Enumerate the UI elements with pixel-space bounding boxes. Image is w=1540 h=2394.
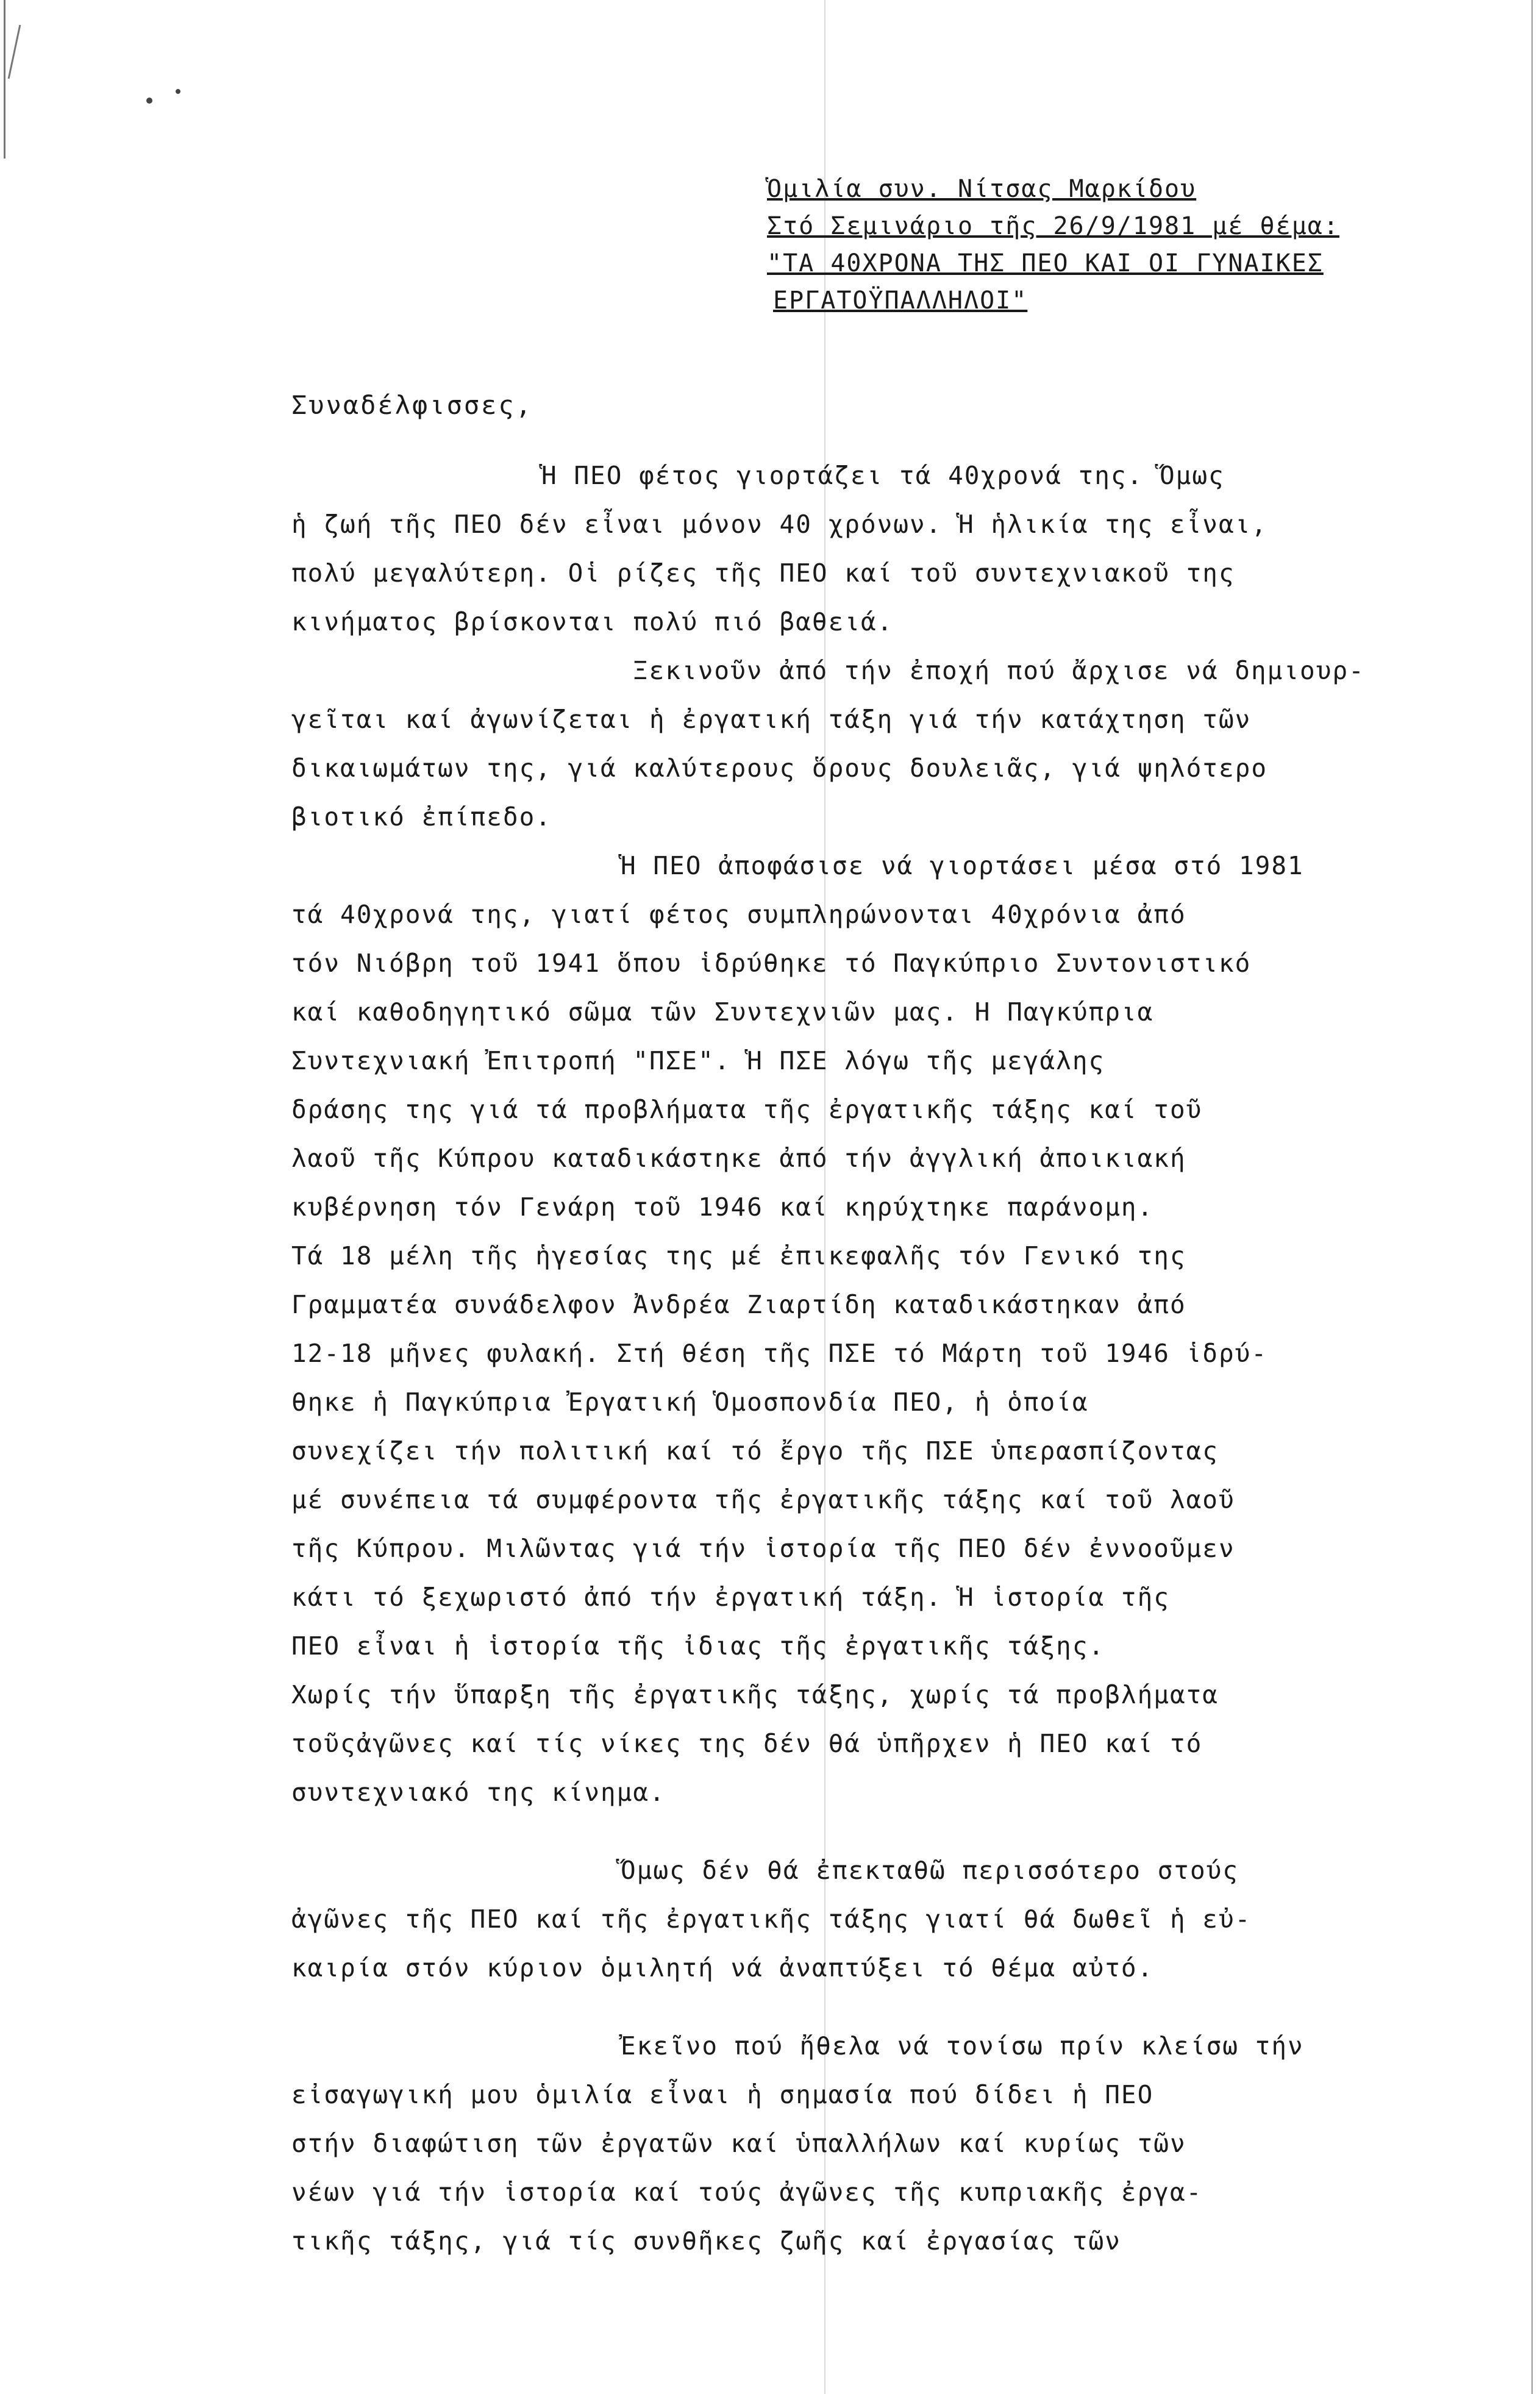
salutation: Συναδέλφισσες, — [291, 390, 533, 420]
text-line: Συντεχνιακή Ἐπιτροπή "ΠΣΕ". Ἡ ΠΣΕ λόγω τῆς μεγάλης — [291, 1046, 1105, 1075]
text-line: μέ συνέπεια τά συμφέροντα τῆς ἐργατικῆς τάξης καί τοῦ λαοῦ — [291, 1485, 1235, 1514]
text-line: Τά 18 μέλη τῆς ἡγεσίας της μέ ἐπικεφαλῆς τόν Γενικό της — [291, 1241, 1186, 1270]
text-line: Γραμματέα συνάδελφον Ἀνδρέα Ζιαρτίδη καταδικάστηκαν ἀπό — [291, 1290, 1186, 1319]
text-line: κινήματος βρίσκονται πολύ πιό βαθειά. — [291, 607, 894, 636]
text-line: στήν διαφώτιση τῶν ἐργατῶν καί ὑπαλλήλων καί κυρίως τῶν — [291, 2129, 1186, 2158]
text-line: εἰσαγωγική μου ὁμιλία εἶναι ἡ σημασία πού δίδει ἡ ΠΕΟ — [291, 2080, 1154, 2109]
text-line: τοῦςἀγῶνες καί τίς νίκες της δέν θά ὑπῆρχεν ἡ ΠΕΟ καί τό — [291, 1729, 1203, 1758]
text-line: καί καθοδηγητικό σῶμα τῶν Συντεχνιῶν μας. Η Παγκύπρια — [291, 997, 1154, 1027]
text-line: Ἡ ΠΕΟ ἀποφάσισε νά γιορτάσει μέσα στό 1981 — [621, 851, 1304, 880]
text-line: κυβέρνηση τόν Γενάρη τοῦ 1946 καί κηρύχτηκε παράνομη. — [291, 1192, 1154, 1222]
text-line: Ἐκεῖνο πού ἤθελα νά τονίσω πρίν κλείσω τήν — [621, 2031, 1304, 2061]
paragraph-gap — [291, 1992, 1364, 2022]
text-line: τά 40χρονά της, γιατί φέτος συμπληρώνονται 40χρόνια ἀπό — [291, 900, 1186, 929]
text-line: συντεχνιακό της κίνημα. — [291, 1778, 666, 1807]
text-line: τῆς Κύπρου. Μιλῶντας γιά τήν ἱστορία τῆς ΠΕΟ δέν ἐννοοῦμεν — [291, 1534, 1235, 1563]
text-line: Ὅμως δέν θά ἐπεκταθῶ περισσότερο στούς — [621, 1856, 1239, 1885]
document-header — [767, 171, 1450, 319]
text-line: Ἡ ΠΕΟ φέτος γιορτάζει τά 40χρονά της. Ὅμως — [541, 461, 1225, 490]
text-line: καιρία στόν κύριον ὁμιλητή νά ἀναπτύξει τό θέμα αὐτό. — [291, 1953, 1154, 1983]
text-line: συνεχίζει τήν πολιτική καί τό ἔργο τῆς ΠΣΕ ὑπερασπίζοντας — [291, 1436, 1219, 1466]
header-line-seminar: Στό Σεμινάριο τῆς 26/9/1981 μέ θέμα: — [767, 212, 1339, 240]
paragraph-1 — [291, 451, 1364, 646]
header-line-speaker: Ὁμιλία συν. Νίτσας Μαρκίδου — [767, 175, 1197, 203]
scan-artifact-left-2 — [8, 25, 21, 79]
scan-artifact-right — [1531, 0, 1533, 2394]
text-line: ΠΕΟ εἶναι ἡ ἱστορία τῆς ἰδιας τῆς ἐργατικῆς τάξης. — [291, 1631, 1105, 1661]
text-line: πολύ μεγαλύτερη. Οἱ ρίζες τῆς ΠΕΟ καί τοῦ συντεχνιακοῦ της — [291, 558, 1235, 588]
paragraph-2 — [291, 646, 1364, 841]
header-line-topic: "ΤΑ 40ΧΡΟΝΑ ΤΗΣ ΠΕΟ ΚΑΙ ΟΙ ΓΥΝΑΙΚΕΣ — [767, 249, 1324, 277]
text-line: νέων γιά τήν ἱστορία καί τούς ἀγῶνες τῆς κυπριακῆς ἐργα- — [291, 2178, 1203, 2207]
header-line-topic-cont: ΕΡΓΑΤΟΫΠΑΛΛΗΛΟΙ" — [773, 287, 1028, 315]
text-line: κάτι τό ξεχωριστό ἀπό τήν ἐργατική τάξη. Ἡ ἱστορία τῆς — [291, 1583, 1170, 1612]
text-line: γεῖται καί ἀγωνίζεται ἡ ἐργατική τάξη γιά τήν κατάχτηση τῶν — [291, 705, 1252, 734]
text-line: δράσης της γιά τά προβλήματα τῆς ἐργατικῆς τάξης καί τοῦ — [291, 1095, 1203, 1124]
text-line: ἡ ζωή τῆς ΠΕΟ δέν εἶναι μόνον 40 χρόνων. Ἡ ἡλικία της εἶναι, — [291, 510, 1268, 539]
text-line: 12-18 μῆνες φυλακή. Στή θέση τῆς ΠΣΕ τό Μάρτη τοῦ 1946 ἱδρύ- — [291, 1339, 1268, 1368]
text-line: τόν Νιόβρη τοῦ 1941 ὅπου ἱδρύθηκε τό Παγκύπριο Συντονιστικό — [291, 949, 1252, 978]
scan-artifact-left — [4, 0, 5, 159]
text-line: βιοτικό ἐπίπεδο. — [291, 802, 552, 832]
text-line: ἀγῶνες τῆς ΠΕΟ καί τῆς ἐργατικῆς τάξης γιατί θά δωθεῖ ἡ εὐ- — [291, 1904, 1252, 1934]
text-line: δικαιωμάτων της, γιά καλύτερους ὅρους δουλειᾶς, γιά ψηλότερο — [291, 753, 1268, 783]
scan-speck — [176, 89, 180, 94]
paragraph-5 — [291, 2022, 1364, 2265]
text-line: λαοῦ τῆς Κύπρου καταδικάστηκε ἀπό τήν ἀγγλική ἀποικιακή — [291, 1144, 1186, 1173]
paragraph-gap — [291, 1817, 1364, 1846]
speech-body — [291, 451, 1364, 2265]
paragraph-3 — [291, 841, 1364, 1817]
text-line: τικῆς τάξης, γιά τίς συνθῆκες ζωῆς καί ἐργασίας τῶν — [291, 2226, 1121, 2256]
text-line: θηκε ἡ Παγκύπρια Ἐργατική Ὁμοσπονδία ΠΕΟ, ἡ ὁποία — [291, 1388, 1089, 1417]
paragraph-4 — [291, 1846, 1364, 1992]
text-line: Ξεκινοῦν ἀπό τήν ἐποχή πού ἄρχισε νά δημιουρ- — [633, 656, 1365, 685]
scan-speck — [146, 98, 152, 104]
text-line: Χωρίς τήν ὕπαρξη τῆς ἐργατικῆς τάξης, χωρίς τά προβλήματα — [291, 1680, 1219, 1709]
